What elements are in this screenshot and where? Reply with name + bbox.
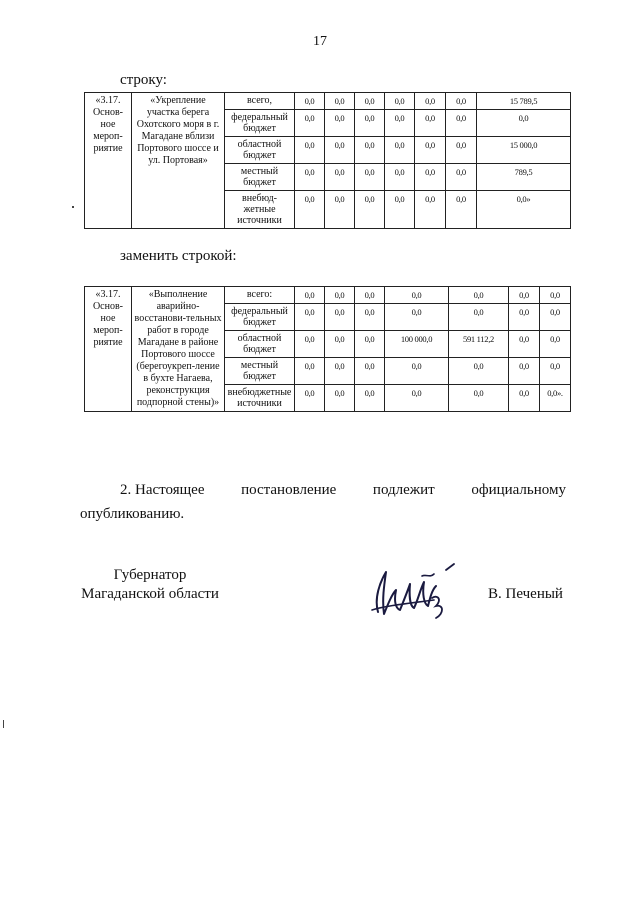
amount-cell: 0,0 (385, 110, 415, 137)
funding-source-cell: федеральный бюджет (225, 304, 295, 331)
closing-line-2: опубликованию. (80, 506, 185, 522)
amount-cell: 0,0 (295, 385, 325, 412)
funding-source-cell: местный бюджет (225, 164, 295, 191)
funding-source-cell: областной бюджет (225, 331, 295, 358)
amount-cell: 0,0 (540, 358, 571, 385)
amount-cell: 0,0 (415, 93, 446, 110)
closing-paragraph (120, 482, 566, 499)
amount-cell: 0,0 (385, 287, 449, 304)
amount-cell: 0,0 (415, 137, 446, 164)
amount-cell: 0,0 (385, 164, 415, 191)
amount-cell: 0,0 (355, 304, 385, 331)
amount-cell: 0,0 (385, 385, 449, 412)
amount-cell: 0,0 (325, 137, 355, 164)
amount-cell: 0,0 (295, 137, 325, 164)
amount-cell: 0,0 (385, 137, 415, 164)
amount-cell: 15 789,5 (477, 93, 571, 110)
amount-cell: 0,0 (477, 110, 571, 137)
amount-cell: 0,0 (449, 385, 509, 412)
amount-cell: 0,0 (325, 191, 355, 229)
closing-word-3: подлежит (372, 482, 435, 498)
amount-cell: 0,0 (355, 137, 385, 164)
amount-cell: 0,0 (385, 304, 449, 331)
amount-cell: 0,0» (477, 191, 571, 229)
closing-word-1: 2. Настоящее (120, 482, 205, 498)
amount-cell: 0,0 (415, 164, 446, 191)
amount-cell: 591 112,2 (449, 331, 509, 358)
funding-source-cell: всего, (225, 93, 295, 110)
amount-cell: 0,0 (355, 287, 385, 304)
signatory-title (80, 566, 220, 604)
funding-source-cell: внебюджетные источники (225, 385, 295, 412)
funding-source-cell: местный бюджет (225, 358, 295, 385)
amount-cell: 0,0 (295, 164, 325, 191)
amount-cell: 0,0 (355, 110, 385, 137)
amount-cell: 0,0 (446, 93, 477, 110)
amount-cell: 0,0 (325, 358, 355, 385)
amount-cell: 0,0 (295, 191, 325, 229)
amount-cell: 0,0 (446, 110, 477, 137)
closing-word-2: постановление (241, 482, 337, 498)
amount-cell: 0,0 (295, 110, 325, 137)
amount-cell: 0,0 (325, 93, 355, 110)
page-number: 17 (313, 34, 327, 49)
scan-dot (72, 206, 74, 208)
amount-cell: 0,0 (325, 331, 355, 358)
amount-cell: 0,0 (415, 191, 446, 229)
measure-name-cell: «Укрепление участка берега Охотского моря в г. Магадане вблизи Портового шоссе и ул. Портовая» (132, 93, 225, 229)
measure-number-cell: «3.17. Основ- ное мероп- риятие (85, 287, 132, 412)
table-row (85, 93, 571, 110)
funding-source-cell: всего: (225, 287, 295, 304)
amount-cell: 0,0 (385, 93, 415, 110)
amount-cell: 0,0 (385, 358, 449, 385)
amount-cell: 0,0 (355, 331, 385, 358)
amount-cell: 0,0 (385, 191, 415, 229)
closing-word-4: официальному (471, 482, 566, 498)
scan-mark (3, 720, 4, 728)
signatory-title-line-1: Губернатор (113, 567, 187, 583)
measure-number-cell: «3.17. Основ- ное мероп- риятие (85, 93, 132, 229)
amount-cell: 789,5 (477, 164, 571, 191)
amount-cell: 0,0 (509, 385, 540, 412)
amount-cell: 0,0 (295, 93, 325, 110)
amount-cell: 0,0 (509, 358, 540, 385)
signatory-name: В. Печеный (488, 586, 563, 602)
amount-cell: 0,0 (325, 287, 355, 304)
funding-source-cell: федеральный бюджет (225, 110, 295, 137)
table-row (85, 287, 571, 304)
amount-cell: 0,0 (449, 358, 509, 385)
amount-cell: 0,0 (509, 331, 540, 358)
amount-cell: 0,0 (355, 191, 385, 229)
amount-cell: 0,0 (355, 164, 385, 191)
amount-cell: 0,0 (355, 385, 385, 412)
amount-cell: 0,0 (540, 304, 571, 331)
amount-cell: 0,0 (540, 331, 571, 358)
funding-source-cell: внебюд- жетные источники (225, 191, 295, 229)
amount-cell: 100 000,0 (385, 331, 449, 358)
amount-cell: 0,0 (295, 331, 325, 358)
new-row-table (84, 286, 571, 412)
signatory-title-line-2: Магаданской области (81, 586, 219, 602)
amount-cell: 0,0». (540, 385, 571, 412)
amount-cell: 0,0 (446, 164, 477, 191)
amount-cell: 0,0 (509, 304, 540, 331)
old-row-table (84, 92, 571, 229)
amount-cell: 0,0 (446, 191, 477, 229)
amount-cell: 0,0 (325, 385, 355, 412)
amount-cell: 0,0 (446, 137, 477, 164)
amount-cell: 0,0 (325, 164, 355, 191)
amount-cell: 0,0 (449, 287, 509, 304)
amount-cell: 0,0 (355, 358, 385, 385)
amount-cell: 0,0 (295, 287, 325, 304)
amount-cell: 0,0 (355, 93, 385, 110)
intro-text: строку: (120, 72, 167, 88)
amount-cell: 0,0 (449, 304, 509, 331)
measure-name-cell: «Выполнение аварийно-восстанови-тельных работ в городе Магадане в районе Портового шоссе (берегоукреп-ление в бухте Нагаева, реконструкция подпорной стены)» (132, 287, 225, 412)
amount-cell: 0,0 (540, 287, 571, 304)
amount-cell: 0,0 (325, 110, 355, 137)
amount-cell: 0,0 (325, 304, 355, 331)
amount-cell: 0,0 (415, 110, 446, 137)
amount-cell: 15 000,0 (477, 137, 571, 164)
amount-cell: 0,0 (295, 358, 325, 385)
amount-cell: 0,0 (295, 304, 325, 331)
funding-source-cell: областной бюджет (225, 137, 295, 164)
replace-text: заменить строкой: (120, 248, 237, 264)
amount-cell: 0,0 (509, 287, 540, 304)
handwritten-signature (364, 560, 464, 622)
